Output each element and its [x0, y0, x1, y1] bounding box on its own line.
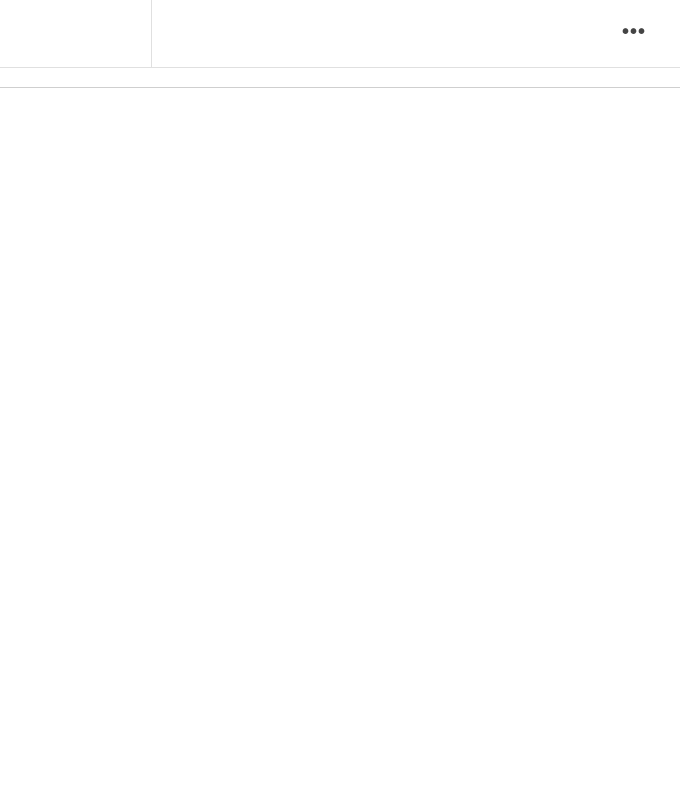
more-vert-icon[interactable]: •••: [621, 21, 646, 43]
grid-lines: [0, 88, 680, 787]
app-header: [0, 0, 680, 68]
column-header-bar: [0, 68, 680, 88]
sheet-title[interactable]: [0, 0, 152, 68]
